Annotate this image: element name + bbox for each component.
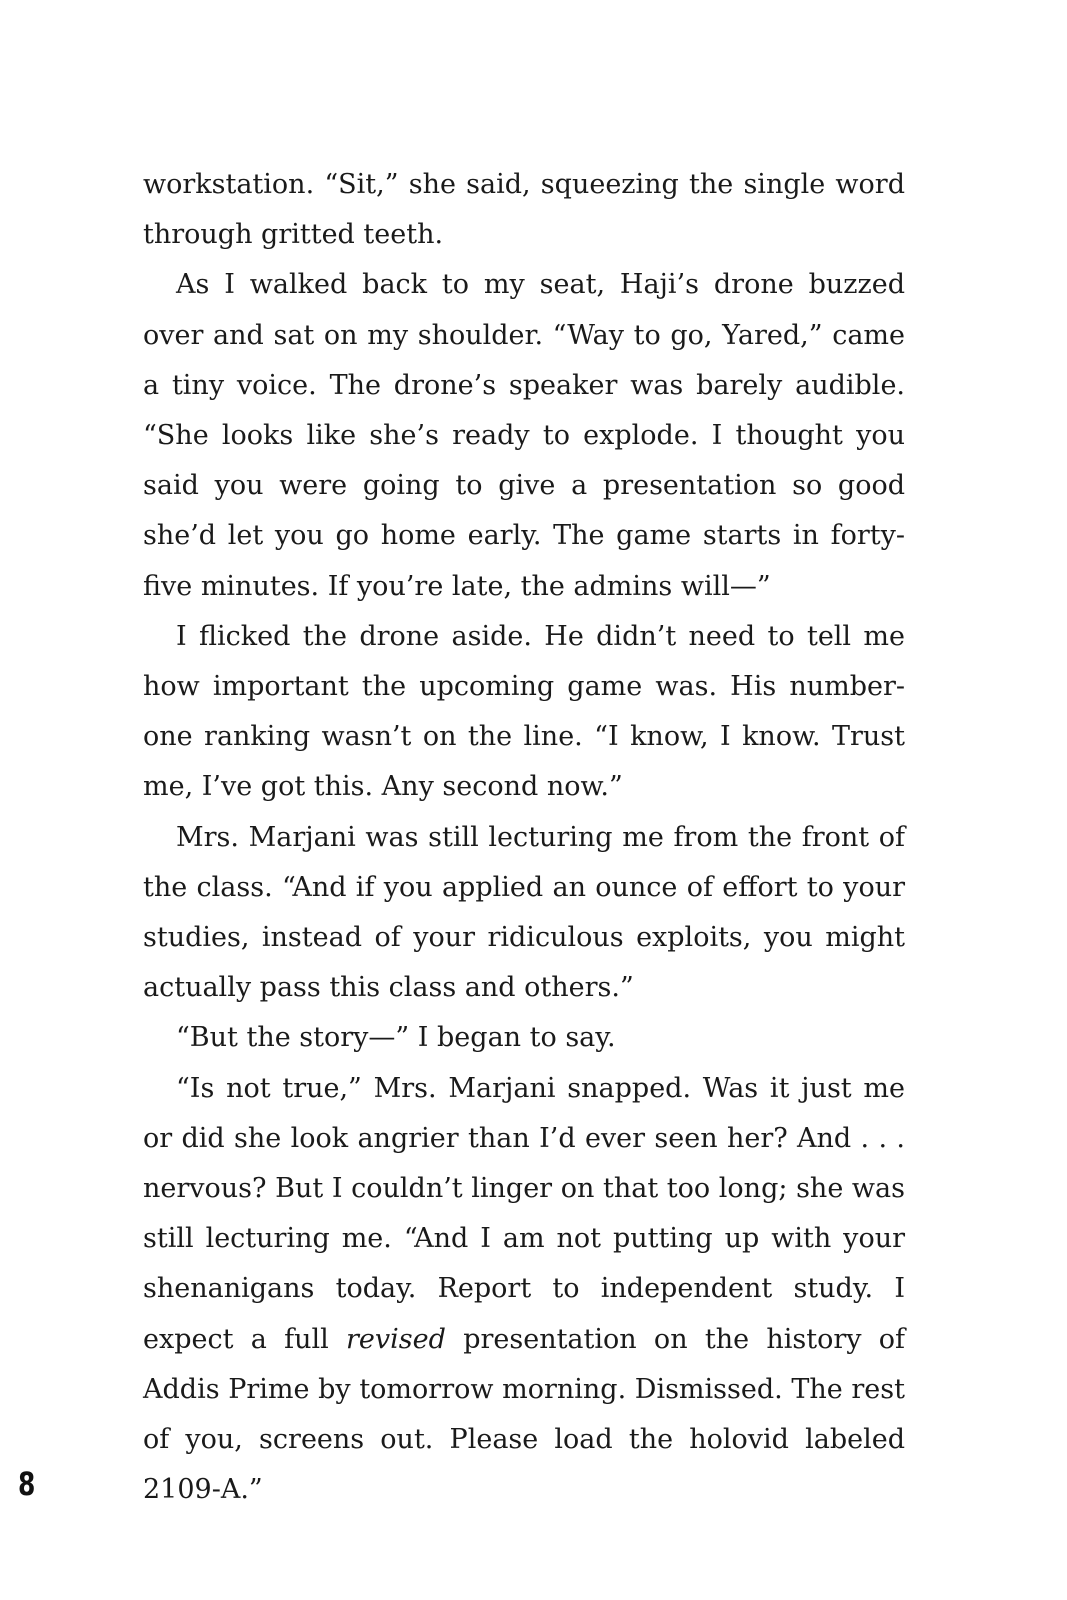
paragraph-6 xyxy=(143,1064,905,1516)
page-number: 8 xyxy=(18,1465,36,1503)
body-text xyxy=(143,160,905,1515)
paragraph-6-italic-word: revised xyxy=(346,1323,446,1355)
paragraph-6-text-after-italic: presentation on the history of Addis Prime by tomorrow morning. Dismissed. The rest of you, screens out. Please load the holovid labeled 2109-A.” xyxy=(143,1323,906,1506)
paragraph-2: As I walked back to my seat, Haji’s drone buzzed over and sat on my shoulder. “Way to go, Yared,” came a tiny voice. The drone’s speaker was barely audible. “She looks like she’s ready to explode. I thought you said you were going to give a presentation so good she’d let you go home early. The game starts in forty-five minutes. If you’re late, the admins will—” xyxy=(143,269,905,602)
paragraph-5: “But the story—” I began to say. xyxy=(176,1022,616,1054)
paragraph-1: workstation. “Sit,” she said, squeezing the single word through gritted teeth. xyxy=(143,169,905,251)
paragraph-3: I flicked the drone aside. He didn’t need to tell me how important the upcoming game was. His number-one ranking wasn’t on the line. “I know, I know. Trust me, I’ve got this. Any second now.” xyxy=(143,620,905,803)
paragraph-6-text-before-italic: “Is not true,” Mrs. Marjani snapped. Was it just me or did she look angrier than I’d ever seen her? And . . . nervous? But I couldn’t linger on that too long; she was still lecturing me. “And I am not putting up with your shenanigans today. Report to independent study. I expect a full xyxy=(143,1072,905,1355)
paragraph-4: Mrs. Marjani was still lecturing me from the front of the class. “And if you applied an ounce of effort to your studies, instead of your ridiculous exploits, you might actually pass this class and others.” xyxy=(143,821,905,1004)
